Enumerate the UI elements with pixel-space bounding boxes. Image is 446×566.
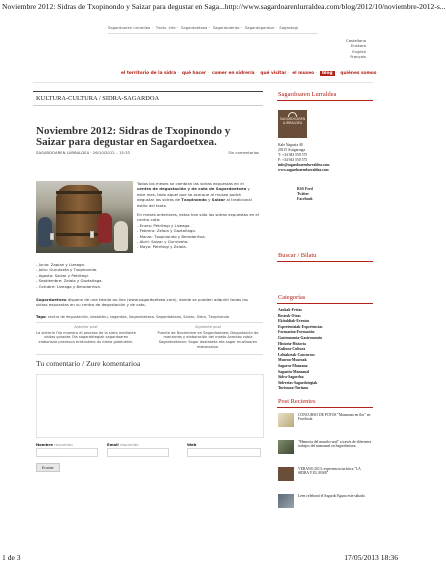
post-title: Noviembre 2012: Sidras de Txopinondo y Saizar para degustar en Sagardoetxea. [36, 125, 231, 149]
list-item: - Enero: Petritegi y Lizeaga. [137, 222, 191, 228]
category-link[interactable]: Ekitaldiak-Eventos [278, 319, 310, 324]
print-page-count: 1 de 3 [2, 553, 21, 562]
post-thumbnail [278, 467, 294, 481]
divider [277, 261, 373, 262]
post-thumbnail [278, 494, 294, 508]
nav-comer[interactable]: comer en sidrería [211, 71, 255, 76]
post-navigation [36, 325, 260, 353]
divider [108, 33, 318, 34]
nav-que-hacer[interactable]: qué hacer [181, 71, 207, 76]
recent-posts-section [277, 398, 373, 521]
recent-post[interactable]: "Memoria del mundo rural" a través de diferentes trabajos del manzanal en Sagardoetxea. [277, 440, 373, 464]
nav-museo[interactable]: el museo [292, 71, 315, 76]
feed-links [297, 187, 313, 203]
divider [33, 105, 263, 106]
top-nav-item[interactable]: Sagardogardoa [244, 25, 274, 30]
category-link[interactable]: Sagastiu-Manzanal [278, 369, 310, 374]
recent-posts-title: Post Recientes [278, 398, 316, 405]
list-item: - Febrero: Zelaia y Gaztañaga. [137, 228, 196, 234]
comment-textarea[interactable] [36, 374, 264, 438]
nav-territorio[interactable]: el territorio de la sidra [121, 71, 177, 76]
category-link[interactable]: Museoa-Museoak [278, 358, 307, 363]
top-nav-item[interactable]: Txots. info [155, 25, 176, 30]
recent-post[interactable]: CONCURSO DE FOTOS "Manzanas en flor" en Facebook. [277, 413, 373, 437]
category-link[interactable]: Lehiaketak-Concursos [278, 352, 315, 357]
divider [277, 303, 373, 304]
divider [277, 407, 373, 408]
sidebar-title: Sagardoaren Lurraldea [278, 91, 337, 98]
web-label: Web [187, 442, 197, 447]
category-list [277, 308, 373, 392]
nav-quienes-somos[interactable]: quiénes somos [340, 71, 377, 76]
post-meta: SAGARDOAREN LURRALDEA · 26/10/2012 – 15:33 [36, 150, 130, 155]
category-link[interactable]: Turismoa-Turismo [278, 386, 309, 391]
logo: SAGARDOAREN LURRALDEA [278, 110, 307, 138]
email-label: Email requerido [107, 442, 139, 447]
main-content [33, 91, 263, 470]
list-item: - Marzo: Txopinondo y Berodarrtua. [137, 233, 206, 239]
post-thumbnail [278, 413, 294, 427]
categories-title: Categorías [278, 294, 306, 301]
send-button[interactable]: Enviar [36, 463, 60, 472]
divider [33, 82, 373, 83]
intro-paragraph: Todos los meses se cambian las sidras expuestas en el centro de degustación y de cata de Sagardoetxea y este mes, todo aquel que se acerque al museo podrá degustar las sidras de Txopinondo y Saizar al tradicional estilo del txotx. [137, 181, 252, 208]
top-nav-item[interactable]: Sagardoderda [212, 25, 240, 30]
post-thumbnail [278, 440, 294, 454]
print-timestamp: 17/05/2013 18:36 [344, 553, 398, 562]
language-selector [346, 38, 366, 60]
post-photo [36, 181, 133, 253]
language-castellano[interactable]: Castellano [346, 38, 366, 43]
category-link[interactable]: Sidrerías-Sagardotegiak [278, 380, 318, 385]
email-field[interactable] [107, 448, 169, 457]
language-english[interactable]: English [352, 48, 366, 54]
list-item: - Abril: Saizar y Gurutzeta. [137, 239, 189, 245]
list-item: - Octubre: Lizeaga y Berodarrtua. [36, 283, 102, 289]
name-label: Nombre requerido [36, 442, 73, 447]
recent-post[interactable]: VERANO 2013: experiencia turística "LA SIDRA Y EL MAR" [277, 467, 373, 491]
category-link[interactable]: Esperientziak-Experiencias [278, 324, 323, 329]
next-post-link[interactable]: Siguiente post Puente de Noviembre en Sagardoetxea: Degustación de manzanas y elaboración del mosto Azaroko zubia Sagardoetxean: Sagar dastaketa eta sagar muztioaren elaborazioa. [157, 325, 259, 349]
top-nav-item[interactable]: Sagardoaren lurraldea [107, 25, 151, 30]
website-link[interactable]: www.sagardoarenlurraldea.com [278, 167, 329, 172]
apple-icon [288, 112, 297, 117]
category-link[interactable]: Gastronomia-Gastronomía [278, 335, 322, 340]
category-link[interactable]: Kultura-Cultura [278, 347, 306, 352]
top-nav-item[interactable]: Sagastegi [279, 25, 299, 30]
list-item: - Julio: Gurutzeta y Txopinondo. [36, 267, 98, 273]
recent-posts-list [277, 413, 373, 518]
post-category[interactable]: KULTURA-CULTURA / SIDRA-SAGARDOA [36, 95, 160, 102]
search-section [277, 252, 373, 262]
main-navigation: el territorio de la sidra · qué hacer · comer en sidrería · qué visitar · el museo · blog · quiénes somos [121, 71, 377, 76]
email-link[interactable]: info@sagardoarenlurraldea.com [278, 162, 330, 167]
category-link[interactable]: Sagarra-Manzana [278, 363, 308, 368]
print-page-title: Noviembre 2012: Sidras de Txopinondo y Saizar para degustar en Saga... [2, 2, 225, 11]
search-title: Buscar / Bilatu [278, 252, 317, 259]
comment-heading: Tu comentario / Zure komentarioa [36, 359, 141, 368]
nav-blog[interactable]: blog [321, 71, 333, 76]
nav-que-visitar[interactable]: qué visitar [260, 71, 287, 76]
top-navigation: Sagardoaren lurraldea · Txots. info · Sagardoetxea · Sagardoderda · Sagardogardoa · Sagastegi [107, 25, 299, 30]
language-euskara[interactable]: Euskara [350, 43, 366, 49]
twitter-link[interactable]: Twitter [297, 192, 309, 197]
category-link[interactable]: Azokak-Ferias [278, 308, 302, 312]
category-link[interactable]: Bestesk-Otras [278, 313, 301, 318]
print-header [2, 2, 446, 12]
print-footer [2, 553, 398, 563]
sidebar [277, 91, 373, 498]
recent-post[interactable]: Leen celebrará el Sagardo Eguna este sábado. [277, 494, 373, 518]
name-field[interactable] [36, 448, 98, 457]
intro-paragraph: En meses anteriores, estas han sido las sidras expuestas en el centro cata: [137, 212, 259, 223]
categories-section [277, 294, 373, 392]
divider [36, 354, 263, 355]
comments-link[interactable]: Sin comentarios [228, 150, 259, 155]
address-block: Kale Nagusia 48 20115 Astigarraga T: +34 943 550 575 F: +34 943 550 575 info@sagardoarenlurraldea.com www.sagardoarenlurraldea.com [278, 143, 372, 172]
divider [36, 322, 263, 323]
category-link[interactable]: Sidra-Sagardoa [278, 375, 304, 380]
shop-paragraph: Sagardoetxea dispone de una tienda on-line (www.sagardoetxea.com), donde se pueden adquirir todas las sidras expuestas en su centro de degustación y de cata. [36, 297, 248, 308]
post-intro [137, 181, 259, 250]
language-francais[interactable]: Français [350, 54, 366, 60]
months-list [36, 262, 103, 289]
list-item: - Junio: Zapian y Lizeaga. [36, 262, 86, 267]
print-page-url: http://www.sagardoarenlurraldea.com/blog/2012/10/noviembre-2012-s... [224, 2, 446, 11]
tag-links[interactable]: centro de degustación, dastaleku, sagardoa, Sagardoetxea, Sagardoetxea, Saizar, Sidra, Txopinondo [46, 315, 230, 319]
divider [277, 100, 373, 101]
category-link[interactable]: Historia-Historia [278, 341, 306, 346]
post-tags: Tags: centro de degustación, dastaleku, sagardoa, Sagardoetxea, Sagardoetxea, Saizar, Sidra, Txopinondo [36, 315, 230, 319]
web-field[interactable] [187, 448, 261, 457]
previous-post-link[interactable]: Anterior post La sidrería Ola muestra el proceso de la sidra mediante visitas guiadas Ola sagardotegiak sagardoaren elaborazio prozesua erakusteko du bisita gidatuekin. [36, 325, 136, 345]
category-link[interactable]: Formazioa-Formación [278, 330, 315, 335]
list-item: - Agosto: Saizar y Petritegi. [36, 272, 89, 278]
top-nav-item[interactable]: Sagardoetxea [181, 25, 208, 30]
list-item: - Septiembre: Zelaia y Gaztañaga. [36, 278, 103, 284]
list-item: - Mayo: Petritegi y Zelaia. [137, 244, 187, 250]
web-page [33, 16, 377, 554]
facebook-link[interactable]: Facebook [297, 197, 313, 202]
rss-feed-link[interactable]: RSS Feed [297, 187, 313, 191]
